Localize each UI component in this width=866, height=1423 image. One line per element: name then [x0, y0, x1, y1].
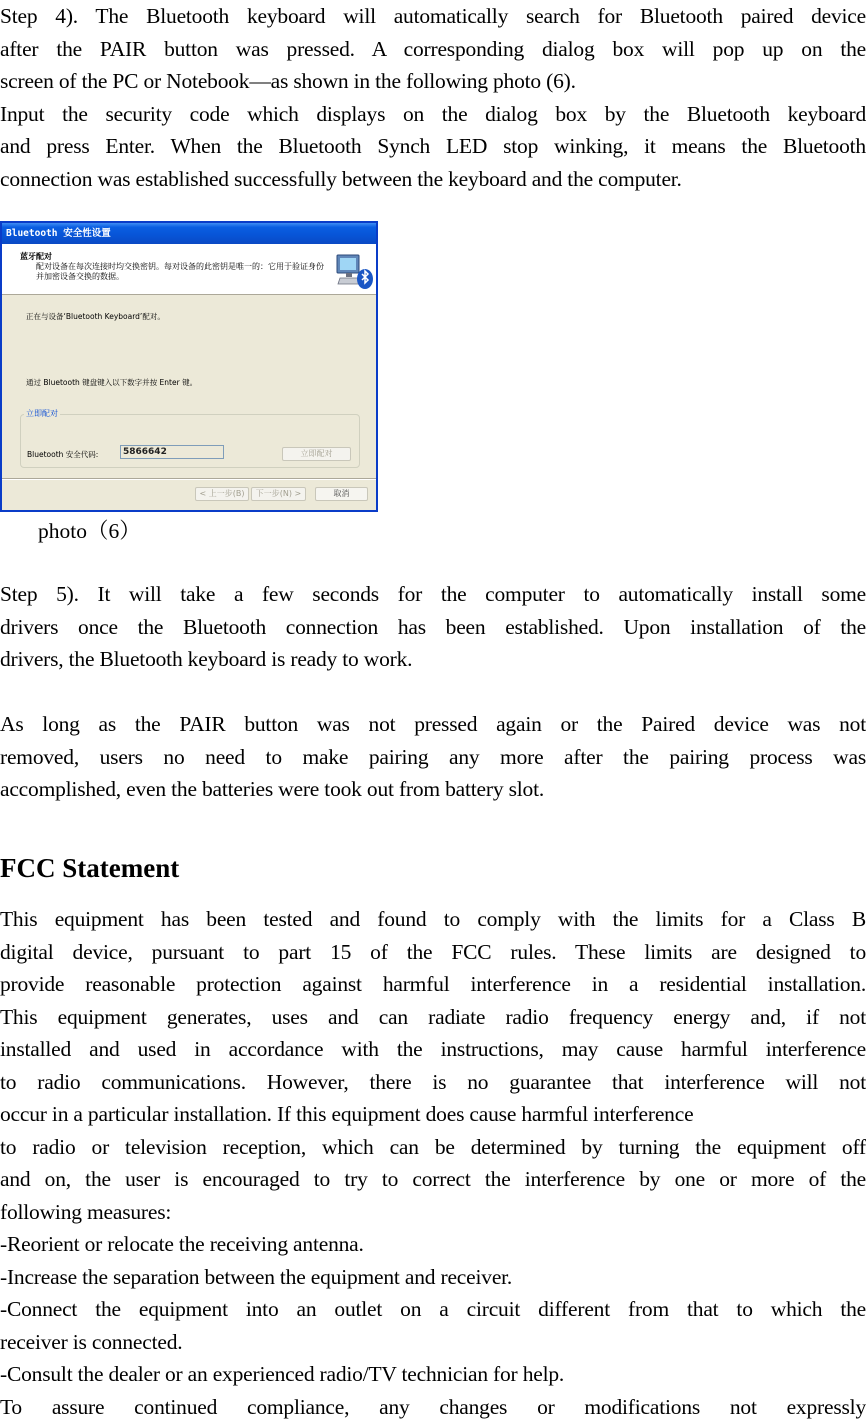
dialog-title-bar: Bluetooth 安全性设置 [2, 223, 376, 244]
bluetooth-computer-icon [334, 252, 374, 292]
text-line: Step 4). The Bluetooth keyboard will automatically search for Bluetooth paired device [0, 0, 866, 33]
bluetooth-security-dialog-photo [0, 221, 378, 512]
pairing-instruction-text: 通过 Bluetooth 键盘键入以下数字并按 Enter 键。 [26, 377, 197, 388]
back-button[interactable]: < 上一步(B) [195, 487, 249, 501]
measure-item: receiver is connected. [0, 1326, 866, 1359]
fcc-statement-body [0, 903, 866, 1423]
pairing-status-text: 正在与设备‘Bluetooth Keyboard’配对。 [26, 311, 165, 322]
text-line: Step 5). It will take a few seconds for the computer to automatically install some [0, 578, 866, 611]
text-line: to radio or television reception, which can be determined by turning the equipment off [0, 1131, 866, 1164]
text-line: This equipment has been tested and found to comply with the limits for a Class B [0, 903, 866, 936]
text-line: to radio communications. However, there is no guarantee that interference will not [0, 1066, 866, 1099]
text-line: installed and used in accordance with the instructions, may cause harmful interference [0, 1033, 866, 1066]
step4-paragraph [0, 0, 866, 195]
text-line: screen of the PC or Notebook—as shown in the following photo (6). [0, 65, 866, 98]
text-line: and on, the user is encouraged to try to correct the interference by one or more of the [0, 1163, 866, 1196]
text-line: and press Enter. When the Bluetooth Synch LED stop winking, it means the Bluetooth [0, 130, 866, 163]
text-line: Input the security code which displays on the dialog box by the Bluetooth keyboard [0, 98, 866, 131]
text-line: digital device, pursuant to part 15 of the FCC rules. These limits are designed to [0, 936, 866, 969]
fcc-heading: FCC Statement [0, 853, 179, 884]
text-line: connection was established successfully between the keyboard and the computer. [0, 163, 866, 196]
dialog-header-title: 蓝牙配对 [20, 251, 52, 262]
security-code-label: Bluetooth 安全代码: [27, 449, 98, 460]
text-line: removed, users no need to make pairing any more after the pairing process was [0, 741, 866, 774]
next-button[interactable]: 下一步(N) > [251, 487, 306, 501]
text-line: provide reasonable protection against harmful interference in a residential installation. [0, 968, 866, 1001]
text-line: To assure continued compliance, any changes or modifications not expressly [0, 1391, 866, 1423]
dialog-header-description: 配对设备在每次连接时均交换密钥。每对设备的此密钥是唯一的：它用于验证身份并加密设备交换的数据。 [36, 262, 326, 282]
text-line: drivers once the Bluetooth connection has been established. Upon installation of the [0, 611, 866, 644]
text-line: accomplished, even the batteries were took out from battery slot. [0, 773, 866, 806]
text-line: after the PAIR button was pressed. A corresponding dialog box will pop up on the [0, 33, 866, 66]
security-code-field[interactable]: 5866642 [120, 445, 224, 459]
dialog-header-panel [2, 244, 376, 295]
measure-item: -Reorient or relocate the receiving antenna. [0, 1228, 866, 1261]
photo-caption: photo（6） [38, 514, 141, 545]
measure-item: -Connect the equipment into an outlet on a circuit different from that to which the [0, 1293, 866, 1326]
text-line: following measures: [0, 1196, 866, 1229]
step5-paragraph [0, 578, 866, 676]
pair-now-button[interactable]: 立即配对 [282, 447, 351, 461]
text-line: As long as the PAIR button was not pressed again or the Paired device was not [0, 708, 866, 741]
text-line: occur in a particular installation. If this equipment does cause harmful interference [0, 1098, 866, 1131]
footer-divider [2, 478, 376, 480]
measure-item: -Consult the dealer or an experienced radio/TV technician for help. [0, 1358, 866, 1391]
text-line: This equipment generates, uses and can radiate radio frequency energy and, if not [0, 1001, 866, 1034]
measure-item: -Increase the separation between the equipment and receiver. [0, 1261, 866, 1294]
cancel-button[interactable]: 取消 [315, 487, 368, 501]
pair-note-paragraph [0, 708, 866, 806]
pair-now-group-label: 立即配对 [24, 408, 60, 419]
text-line: drivers, the Bluetooth keyboard is ready to work. [0, 643, 866, 676]
